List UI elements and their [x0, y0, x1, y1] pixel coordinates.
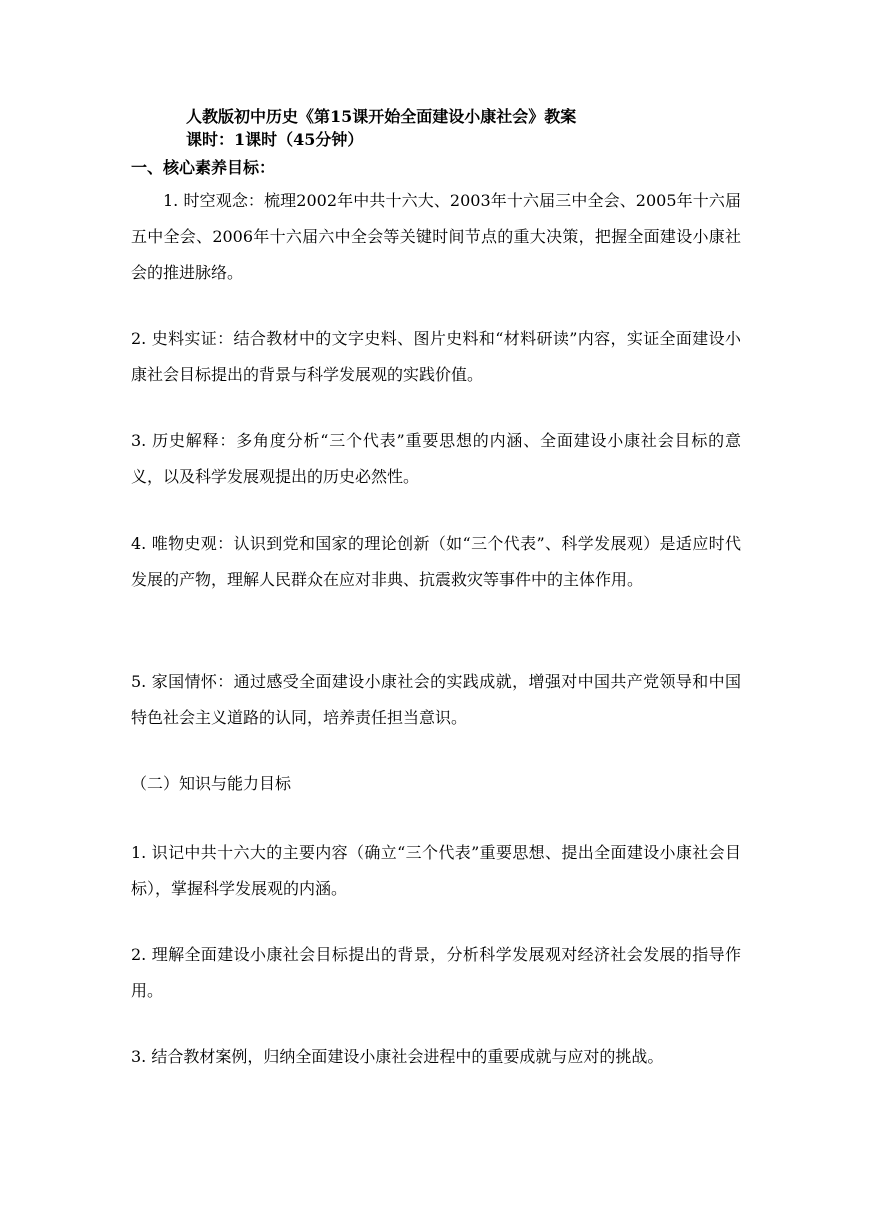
core-goal-4: 4. 唯物史观：认识到党和国家的理论创新（如“三个代表”、科学发展观）是适应时代发展的产物，理解人民群众在应对非典、抗震救灾等事件中的主体作用。 — [131, 534, 741, 589]
core-goals-heading: 一、核心素养目标： — [131, 158, 276, 177]
knowledge-goals-heading: （二）知识与能力目标 — [131, 774, 292, 793]
core-goal-1: 1. 时空观念：梳理2002年中共十六大、2003年十六届三中全会、2005年十六届五中全会、2006年十六届六中全会等关键时间节点的重大决策，把握全面建设小康社会的推进脉络。 — [131, 191, 741, 282]
core-goal-2: 2. 史料实证：结合教材中的文字史料、图片史料和“材料研读”内容，实证全面建设小康社会目标提出的背景与科学发展观的实践价值。 — [131, 329, 741, 384]
knowledge-goal-2: 2. 理解全面建设小康社会目标提出的背景，分析科学发展观对经济社会发展的指导作用。 — [131, 945, 741, 1000]
core-goal-3: 3. 历史解释：多角度分析“三个代表”重要思想的内涵、全面建设小康社会目标的意义，以及科学发展观提出的历史必然性。 — [131, 431, 741, 486]
core-goal-5: 5. 家国情怀：通过感受全面建设小康社会的实践成就，增强对中国共产党领导和中国特色社会主义道路的认同，培养责任担当意识。 — [131, 672, 741, 727]
lesson-time: 课时：1课时（45分钟） — [186, 130, 364, 149]
knowledge-goal-3: 3. 结合教材案例，归纳全面建设小康社会进程中的重要成就与应对的挑战。 — [131, 1047, 664, 1066]
knowledge-goal-1: 1. 识记中共十六大的主要内容（确立“三个代表”重要思想、提出全面建设小康社会目标），掌握科学发展观的内涵。 — [131, 843, 741, 898]
document-title: 人教版初中历史《第15课开始全面建设小康社会》教案 — [186, 107, 577, 126]
